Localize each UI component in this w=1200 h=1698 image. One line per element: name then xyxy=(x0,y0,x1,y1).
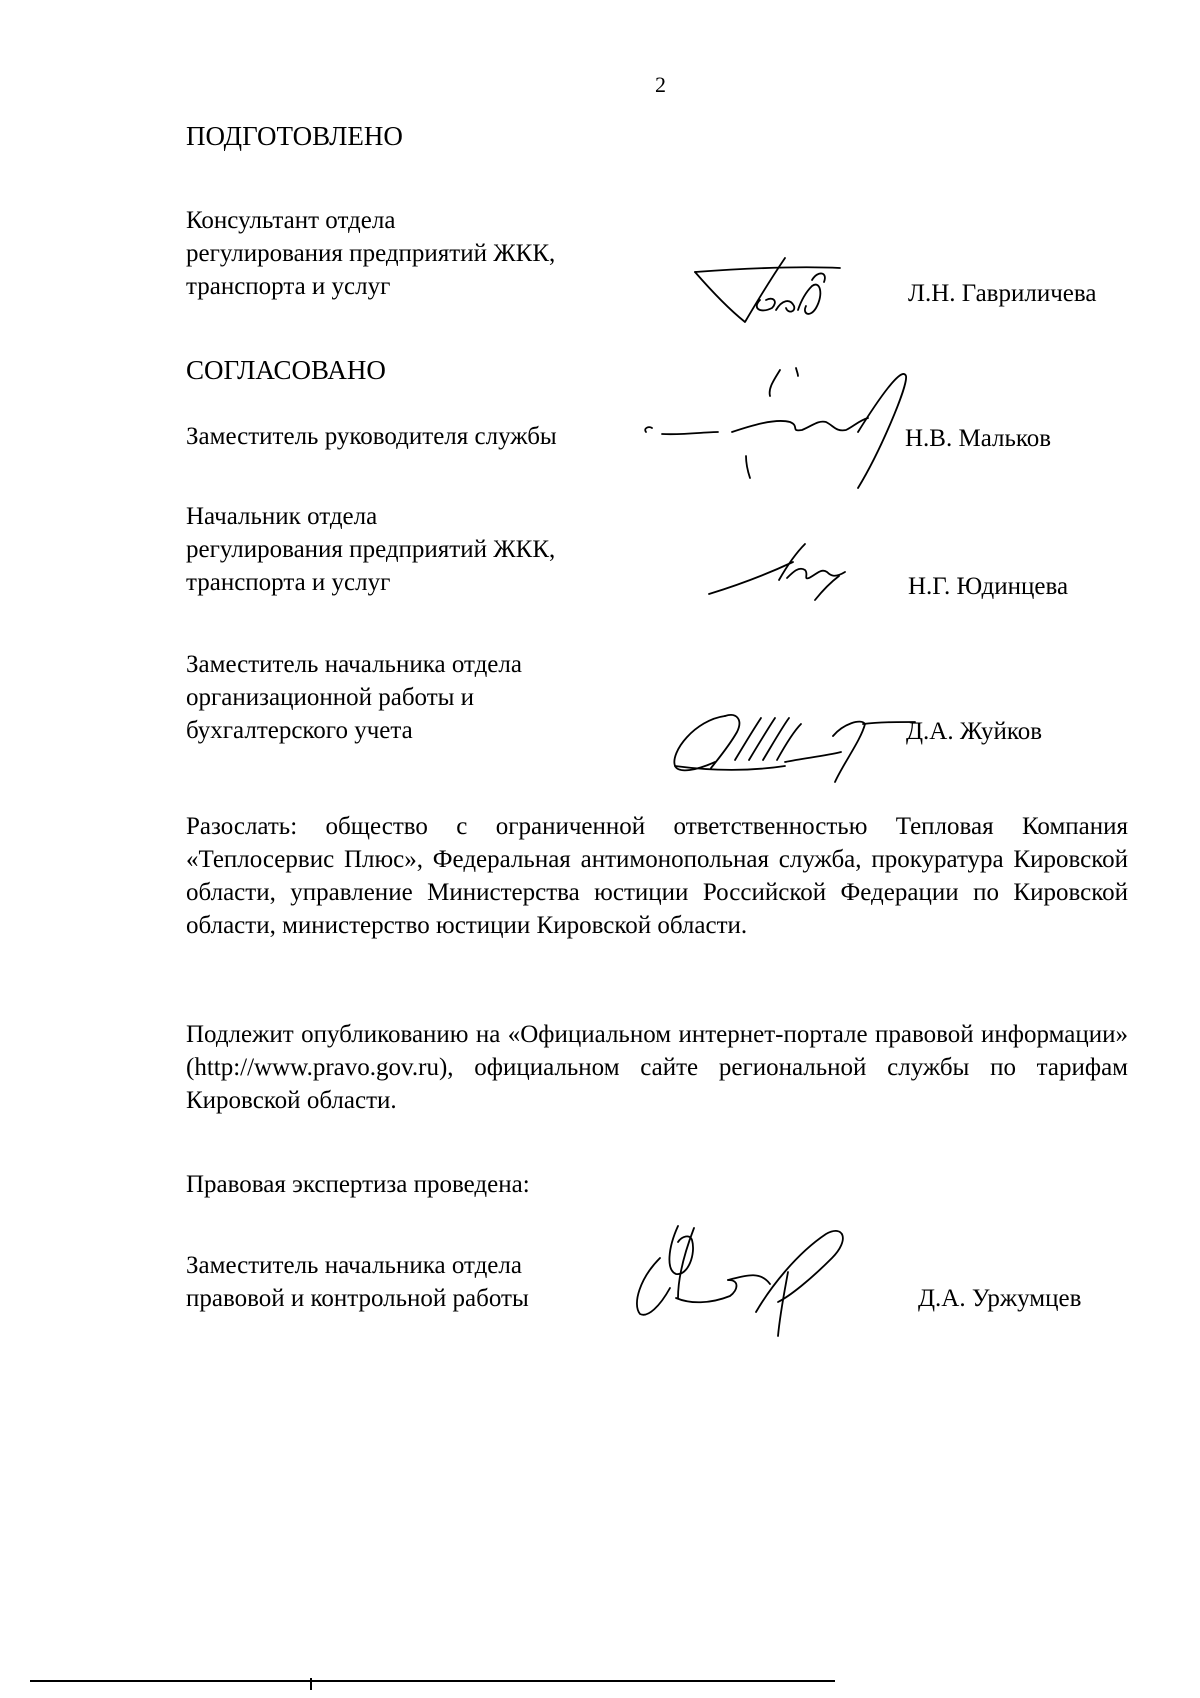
signer-1-position: Заместитель руководителя службы xyxy=(186,423,557,450)
prepared-position-line-3: транспорта и услуг xyxy=(186,273,391,300)
prepared-position-line-1: Консультант отдела xyxy=(186,207,396,234)
signer-2-position-line-1: Начальник отдела xyxy=(186,503,378,530)
prepared-signer-name: Л.Н. Гавриличева xyxy=(908,280,1097,307)
signature-yudintseva xyxy=(705,538,855,608)
signature-gavrilicheva xyxy=(690,250,850,330)
footer-rule xyxy=(30,1680,835,1682)
legal-review-position-line-1: Заместитель начальника отдела xyxy=(186,1252,522,1279)
legal-review-position-line-2: правовой и контрольной работы xyxy=(186,1285,529,1312)
legal-review-heading: Правовая экспертиза проведена: xyxy=(186,1171,530,1198)
legal-review-signer-name: Д.А. Уржумцев xyxy=(918,1285,1082,1312)
signature-malkov xyxy=(640,360,920,500)
signature-urzhumtsev xyxy=(620,1218,890,1338)
footer-rule-tick xyxy=(310,1678,312,1690)
prepared-position-line-2: регулирования предприятий ЖКК, xyxy=(186,240,556,267)
distribution-list: Разослать: общество с ограниченной ответственностью Тепловая Компания «Теплосервис Плюс», Федеральная антимонопольная служба, прокуратура Кировской области, управление Министерства юстиции Российской Федерации по Кировской области, министерство юстиции Кировской области. xyxy=(186,813,1128,939)
page-number: 2 xyxy=(655,72,666,97)
signature-zhuikov xyxy=(665,700,920,790)
signer-2-name: Н.Г. Юдинцева xyxy=(908,573,1069,600)
signer-2-position-line-2: регулирования предприятий ЖКК, xyxy=(186,536,556,563)
signer-1-name: Н.В. Мальков xyxy=(905,425,1052,452)
signer-3-position-line-1: Заместитель начальника отдела xyxy=(186,651,522,678)
agreed-heading: СОГЛАСОВАНО xyxy=(186,355,386,385)
signer-3-position-line-2: организационной работы и xyxy=(186,684,475,711)
signer-3-position-line-3: бухгалтерского учета xyxy=(186,717,413,744)
publication-note: Подлежит опубликованию на «Официальном интернет-портале правовой информации» (http://www.pravo.gov.ru), официальном сайте региональной службы по тарифам Кировской области. xyxy=(186,1021,1128,1114)
prepared-heading: ПОДГОТОВЛЕНО xyxy=(186,121,403,151)
signer-3-name: Д.А. Жуйков xyxy=(906,718,1043,745)
signer-2-position-line-3: транспорта и услуг xyxy=(186,569,391,596)
